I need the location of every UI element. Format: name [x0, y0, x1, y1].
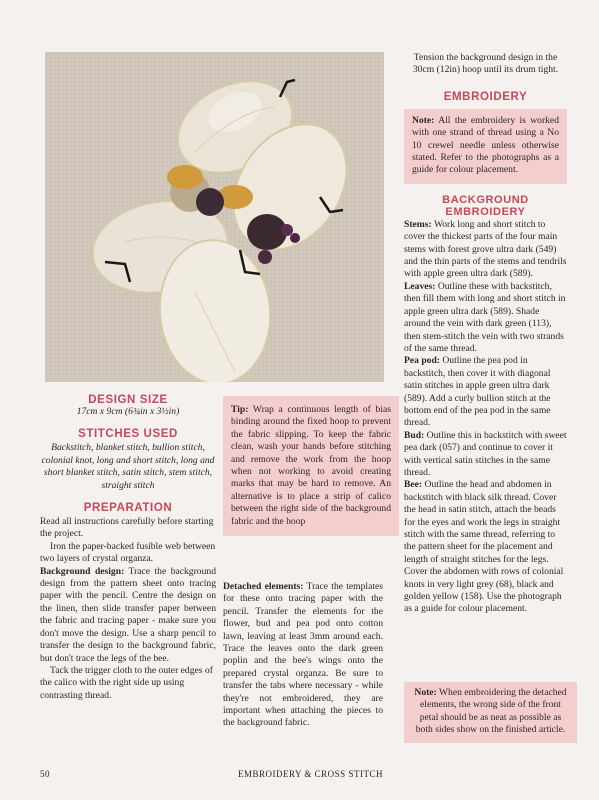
bud-label: Bud: [404, 429, 425, 441]
publication-name: EMBROIDERY & CROSS STITCH [238, 769, 383, 779]
bud-para [404, 430, 567, 480]
peapod-para [404, 355, 567, 429]
background-design-label: Background design: [40, 565, 125, 577]
stitches-used-heading: STITCHES USED [78, 428, 178, 441]
tip-label: Tip: [231, 404, 249, 415]
bud-text: Outline this in backstitch with sweet pea dark (057) and continue to cover it with vertical satin stitches in the same thread. [404, 429, 567, 478]
design-size-value: 17cm x 9cm (6¾in x 3½in) [76, 406, 180, 417]
stitches-used-text: Backstitch, blanket stitch, bullion stitch, colonial knot, long and short stitch, long and short blanket stitch, satin stitch, stem stitch, straight stitch [41, 442, 215, 491]
prep-para-4: Tack the trigger cloth to the outer edges of the calico with the right side up using contrasting thread. [40, 664, 213, 701]
final-note [411, 687, 570, 737]
tip-text-para [231, 404, 391, 528]
background-design-text: Trace the background design from the pattern sheet onto tracing paper with the pencil. Centre the design on the linen, then slide transfer paper between the fabric and tracing paper - make sure you don't move the design. Use a sharp pencil to transfer the design to the background fabric, but don't trace the legs of the bee. [40, 565, 216, 664]
final-note-label: Note: [414, 687, 437, 698]
right-column [404, 52, 567, 616]
detached-para [223, 581, 383, 730]
stems-para [404, 219, 567, 281]
tip-box [223, 396, 399, 536]
note-label: Note: [412, 114, 435, 126]
final-note-text: When embroidering the detached elements, the wrong side of the front petal should be as neat as possible as both sides show on the finished article. [415, 687, 567, 736]
detached-text: Trace the templates for these onto tracing paper with the pencil. Transfer the elements for the flower, bud and pea pod onto cotton lawn, leaving at least 3mm around each. Trace the leaves onto the dark green poplin and the bee's wings onto the prepared crystal organza. Be sure to transfer the tabs where necessary - while they're not embroidered, they are important when attaching the pieces to the background fabric. [223, 581, 384, 729]
bee-para [404, 479, 567, 615]
embroidery-note-box [404, 109, 567, 184]
peapod-label: Pea pod: [404, 355, 440, 367]
bee-label: Bee: [404, 479, 423, 491]
flower-bee-illustration [45, 52, 384, 382]
stems-text: Work long and short stitch to cover the thickest parts of the four main stems with forest grove ultra dark (549) and the thin parts of the stems and tendrils with apple green ultra dark (589). [404, 218, 567, 280]
tension-text: Tension the background design in the 30cm (12in) hoop until its drum tight. [412, 52, 559, 76]
tip-text: Wrap a continuous length of bias binding around the fixed hoop to prevent the fabric slipping. To keep the fabric clean, wash your hands before stitching and remove the work from the hoop when not working to avoid creating marks that may be hard to remove. An alternative is to place a strip of calico between the right side of the background fabric and the hoop [231, 404, 391, 527]
prep-para-1: Read all instructions carefully before starting the project. [40, 516, 214, 540]
page-number: 50 [40, 769, 50, 779]
leaves-para [404, 281, 567, 355]
bee-text: Outline the head and abdomen in backstitch with black silk thread. Cover the head in satin stitch, attach the beads for the eyes and work the legs in straight stitch with the same thread, referring to the pattern sheet for the placement and length of straight stitches for the legs. Cover the abdomen with rows of colonial knots in very light grey (68), black and golden yellow (158). Use the photograph as a guide for colour placement. [404, 479, 564, 615]
note-text: All the embroidery is worked with one strand of thread using a No 10 crewel needle unless otherwise stated. Refer to the photographs as a guide for colour placement. [412, 114, 559, 176]
bee-body [247, 214, 287, 250]
embroidery-note [412, 115, 559, 177]
leaves-label: Leaves: [404, 280, 436, 292]
final-note-box [404, 682, 577, 743]
stems-label: Stems: [404, 218, 432, 230]
detached-label: Detached elements: [223, 581, 304, 592]
leaves-text: Outline these with backstitch, then fill them with long and short stitch in apple green ultra dark (589). Shade around the vein with dark green (113), then stem-stitch the vein with two strands of the same thread. [404, 280, 566, 354]
embroidery-photo [45, 52, 384, 382]
prep-para-3 [40, 566, 216, 665]
preparation-heading: PREPARATION [83, 502, 173, 515]
background-embroidery-heading: BACKGROUND EMBROIDERY [442, 193, 529, 218]
middle-column [223, 581, 383, 730]
prep-para-2: Iron the paper-backed fusible web between two layers of crystal organza. [40, 540, 216, 565]
left-column [40, 394, 216, 702]
embroidery-heading: EMBROIDERY [443, 90, 528, 103]
peapod-text: Outline the pea pod in backstitch, then cover it with diagonal satin stitches in apple green ultra dark (589). Add a curly bullion stitch at the bottom end of the pea pod in the same thread. [404, 355, 551, 429]
design-size-heading: DESIGN SIZE [88, 394, 168, 406]
